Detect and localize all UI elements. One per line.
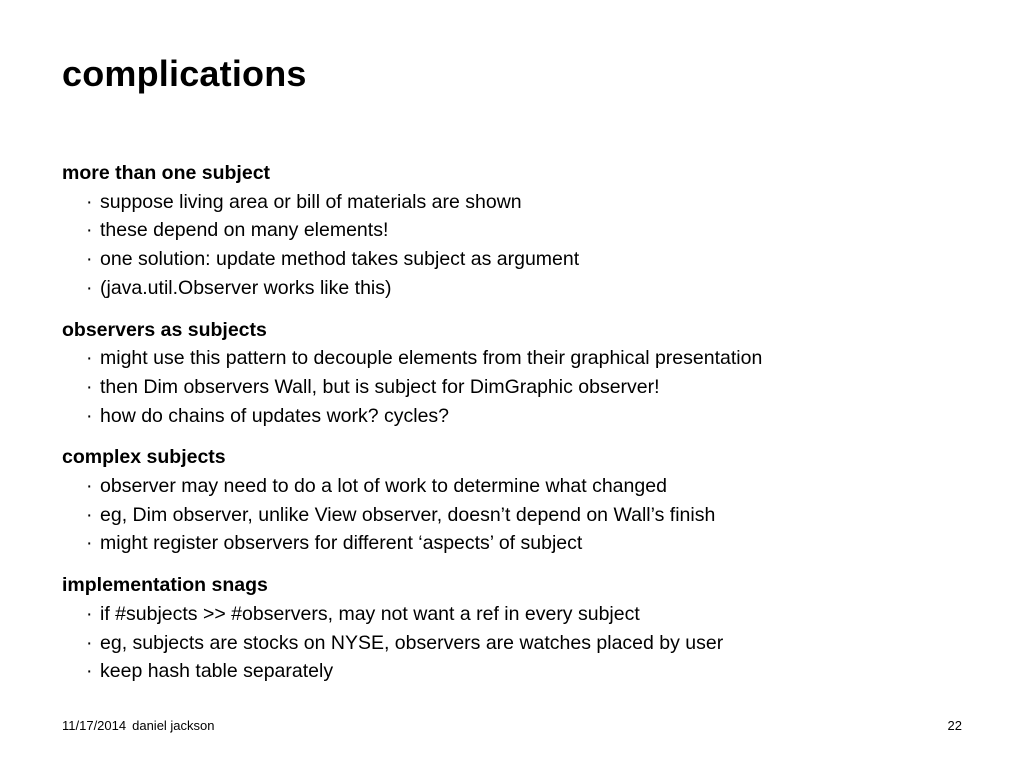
- bullet-text: might register observers for different ‘aspects’ of subject: [100, 532, 583, 555]
- bullet-text: one solution: update method takes subject as argument: [100, 248, 580, 271]
- bullet-text: then Dim observers Wall, but is subject for DimGraphic observer!: [100, 375, 660, 398]
- bullet-icon: ·: [86, 276, 93, 299]
- slide-title: complications: [62, 53, 307, 94]
- bullet-list: [62, 600, 1002, 686]
- bullet-item: [62, 629, 1002, 658]
- bullet-text: eg, subjects are stocks on NYSE, observers are watches placed by user: [100, 631, 724, 654]
- footer-author: daniel jackson: [132, 718, 215, 733]
- bullet-item: [62, 657, 1002, 686]
- bullet-icon: ·: [86, 503, 93, 526]
- section-heading: complex subjects: [62, 446, 226, 469]
- bullet-icon: ·: [86, 375, 93, 398]
- bullet-list: [62, 344, 1002, 430]
- section-heading: implementation snags: [62, 574, 268, 597]
- bullet-text: might use this pattern to decouple elements from their graphical presentation: [100, 347, 763, 370]
- bullet-text: keep hash table separately: [100, 660, 334, 683]
- section-complex-subjects: [62, 443, 1002, 558]
- bullet-icon: ·: [86, 475, 93, 498]
- section-heading: more than one subject: [62, 162, 271, 184]
- bullet-item: [62, 344, 1002, 373]
- bullet-icon: ·: [86, 404, 93, 427]
- bullet-list: [62, 188, 1002, 303]
- slide-content: [62, 159, 1002, 699]
- bullet-text: suppose living area or bill of materials are shown: [100, 190, 522, 213]
- bullet-item: [62, 600, 1002, 629]
- bullet-icon: ·: [86, 532, 93, 555]
- bullet-icon: ·: [86, 248, 93, 271]
- section-more-than-one-subject: [62, 159, 1002, 303]
- bullet-icon: ·: [86, 660, 93, 683]
- bullet-text: these depend on many elements!: [100, 219, 389, 242]
- bullet-icon: ·: [86, 602, 93, 625]
- bullet-item: [62, 501, 1002, 530]
- page-number: 22: [947, 718, 962, 733]
- bullet-list: [62, 472, 1002, 558]
- bullet-text: (java.util.Observer works like this): [100, 276, 392, 299]
- bullet-text: observer may need to do a lot of work to determine what changed: [100, 475, 667, 498]
- bullet-item: [62, 216, 1002, 245]
- bullet-text: if #subjects >> #observers, may not want a ref in every subject: [100, 602, 640, 625]
- footer-date: 11/17/2014: [62, 718, 127, 733]
- section-observers-as-subjects: [62, 316, 1002, 431]
- bullet-icon: ·: [86, 631, 93, 654]
- bullet-item: [62, 373, 1002, 402]
- bullet-item: [62, 245, 1002, 274]
- bullet-text: how do chains of updates work? cycles?: [100, 404, 450, 427]
- bullet-item: [62, 402, 1002, 431]
- section-implementation-snags: [62, 571, 1002, 686]
- bullet-item: [62, 274, 1002, 303]
- section-heading: observers as subjects: [62, 318, 267, 341]
- bullet-item: [62, 188, 1002, 217]
- bullet-item: [62, 472, 1002, 501]
- bullet-item: [62, 529, 1002, 558]
- bullet-icon: ·: [86, 347, 93, 370]
- bullet-icon: ·: [86, 219, 93, 242]
- bullet-text: eg, Dim observer, unlike View observer, doesn’t depend on Wall’s finish: [100, 503, 716, 526]
- bullet-icon: ·: [86, 190, 93, 213]
- footer-left: [62, 717, 215, 735]
